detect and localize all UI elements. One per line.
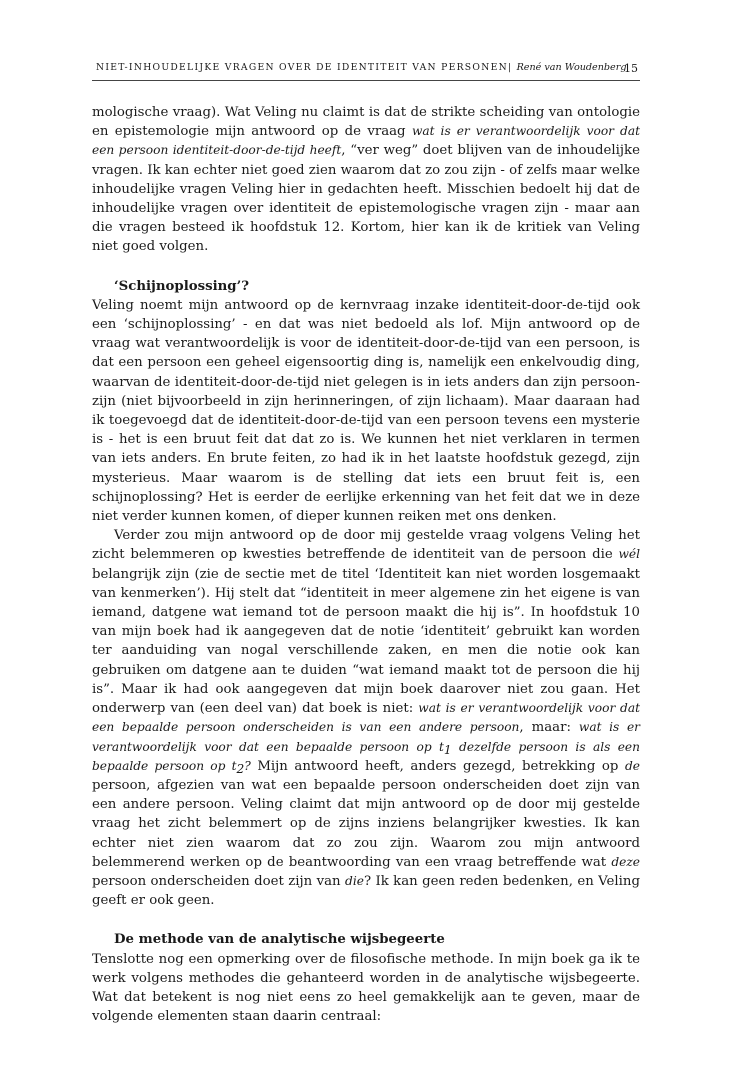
p3-italic-question-2b: dezelfde persoon is als een bepaalde persoon op t: [92, 739, 640, 773]
paragraph-3: [92, 526, 640, 910]
header-rule: [92, 80, 640, 81]
p3-text-f: persoon onderscheiden doet zijn van: [92, 873, 346, 889]
p3-text-e: persoon, afgezien van wat een bepaalde persoon onderscheiden doet zijn van een andere persoon. Veling claimt dat mijn antwoord op de door mij gestelde vraag het zicht belemmert op de zijns inziens belangrijker kwesties. Ik kan echter niet zien waarom dat zo zou zijn. Waarom zou mijn antwoord belemmerend werken op de beantwoording van een vraag betreffende wat: [92, 777, 640, 870]
p3-text-b: belangrijk zijn (zie de sectie met de titel ‘Identiteit kan niet worden losgemaakt van kenmerken’). Hij stelt dat “identiteit in meer algemene zin het eigene is van iemand, datgene wat iemand tot de persoon maakt die hij is”. In hoofdstuk 10 van mijn boek had ik aangegeven dat de notie ‘identiteit’ gebruikt kan worden ter aanduiding van nogal verschillende zaken, en men die notie ook kan gebruiken om datgene aan te duiden “wat iemand maakt tot de persoon die hij is”. Maar ik had ook aangegeven dat mijn boek daarover niet zou gaan. Het onderwerp van (een deel van) dat boek is niet:: [92, 566, 640, 717]
p3-italic-question-1: wat is er verantwoordelijk voor dat een bepaalde persoon onderscheiden is van een andere persoon: [92, 701, 640, 735]
p3-text-g: ? Ik kan geen reden bedenken, en Veling geeft er ook geen.: [92, 873, 640, 909]
paragraph-4: Tenslotte nog een opmerking over de filosofische methode. In mijn boek ga ik te werk volgens methodes die gehanteerd worden in de analytische wijsbegeerte. Wat dat betekent is nog niet eens zo heel gemakkelijk aan te geven, maar de volgende elementen staan daarin centraal:: [92, 951, 640, 1025]
header-separator: |: [507, 62, 513, 73]
p3-italic-die: die: [345, 873, 364, 888]
heading-schijnoplossing: ‘Schijnoplossing’?: [114, 278, 250, 294]
p3-italic-wel: wél: [618, 547, 640, 562]
heading-methode: De methode van de analytische wijsbegeerte: [114, 932, 445, 948]
header-author: René van Woudenberg: [516, 62, 627, 73]
p3-text-a: Verder zou mijn antwoord op de door mij gestelde vraag volgens Veling het zicht belemmeren op kwesties betreffende de identiteit van de persoon die: [92, 528, 640, 563]
p3-italic-question-2a: wat is er verantwoordelijk voor dat een bepaalde persoon op t: [92, 720, 640, 754]
paragraph-1: [92, 103, 640, 257]
p1-text-b: , “ver weg” doet blijven van de inhoudelijke vragen. Ik kan echter niet goed zien waarom dat zo zou zijn - of zelfs maar welke inhoudelijke vragen Veling hier in gedachten heeft. Misschien bedoelt hij dat de inhoudelijke vragen over identiteit de epistemologische vragen zijn - maar aan die vragen besteed ik hoofdstuk 12. Kortom, hier kan ik de kritiek van Veling niet goed volgen.: [92, 143, 640, 255]
p3-text-c: , maar:: [519, 720, 579, 736]
p3-text-d: Mijn antwoord heeft, anders gezegd, betrekking op: [250, 758, 625, 774]
p3-subscript-2: 2: [236, 761, 245, 776]
p1-italic-question: wat is er verantwoordelijk voor dat een persoon identiteit-door-de-tijd heeft: [92, 124, 640, 158]
p1-text-a: mologische vraag). Wat Veling nu claimt is dat de strikte scheiding van ontologie en epistemologie mijn antwoord op de vraag: [92, 105, 640, 140]
page-number: 15: [624, 62, 638, 73]
running-title: NIET-INHOUDELIJKE VRAGEN OVER DE IDENTITEIT VAN PERSONEN: [96, 62, 508, 73]
paragraph-2: Veling noemt mijn antwoord op de kernvraag inzake identiteit-door-de-tijd ook een ‘schijnoplossing’ - en dat was niet bedoeld als lof. Mijn antwoord op de vraag wat verantwoordelijk is voor de identiteit-door-de-tijd van een persoon, is dat een persoon een geheel eigensoortig ding is, namelijk een enkelvoudig ding, waarvan de identiteit-door-de-tijd niet gelegen is in iets anders dan zijn persoon-zijn (niet bijvoorbeeld in zijn herinneringen, of zijn lichaam). Maar daaraan had ik toegevoegd dat de identiteit-door-de-tijd van een persoon tevens een mysterie is - het is een bruut feit dat dat zo is. We kunnen het niet verklaren in termen van iets anders. En brute feiten, zo had ik in het laatste hoofdstuk gezegd, zijn mysterieus. Maar waarom is de stelling dat iets een bruut feit is, een schijnoplossing? Het is eerder de eerlijke erkenning van het feit dat we in deze niet verder kunnen komen, of dieper kunnen reiken met ons denken.: [92, 297, 640, 525]
p3-italic-de: de: [624, 758, 640, 773]
running-header: [96, 62, 638, 73]
p3-subscript-1: 1: [443, 742, 452, 757]
body-text: [92, 103, 640, 1026]
p3-italic-qmark: ?: [244, 758, 251, 773]
p3-italic-deze: deze: [611, 854, 640, 869]
